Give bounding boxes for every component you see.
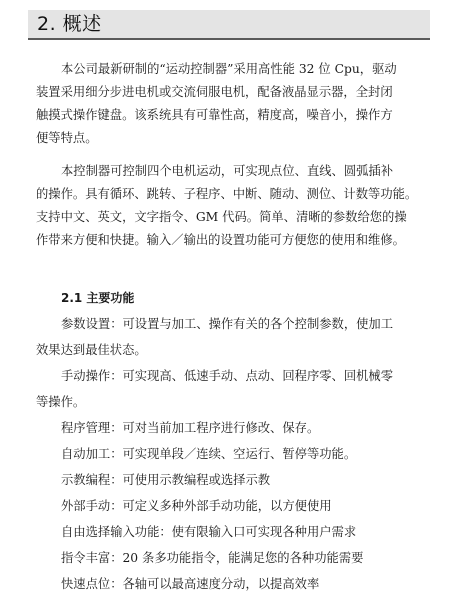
paragraph-line: 便等特点。: [36, 131, 98, 145]
feature-item: 外部手动：可定义多种外部手动功能，以方便使用: [61, 499, 332, 513]
feature-item: 等操作。: [36, 395, 86, 409]
intro-paragraph-1: [0, 58, 461, 150]
paragraph-line: 作带来方便和快捷。输入／输出的设置功能可方便您的使用和维修。: [36, 233, 405, 247]
feature-item: 手动操作：可实现高、低速手动、点动、回程序零、回机械零: [61, 369, 394, 383]
feature-item: 快速点位：各轴可以最高速度分动，以提高效率: [61, 577, 320, 591]
feature-item: 自由选择输入功能：使有限输入口可实现各种用户需求: [61, 525, 357, 539]
paragraph-line: 装置采用细分步进电机或交流伺服电机，配备液晶显示器，全封闭: [36, 85, 393, 99]
feature-list: [0, 311, 461, 597]
feature-item: 指令丰富：20 条多功能指令，能满足您的各种功能需要: [61, 551, 364, 565]
paragraph-line: 本公司最新研制的“运动控制器”采用高性能 32 位 Cpu，驱动: [61, 62, 397, 76]
paragraph-line: 本控制器可控制四个电机运动，可实现点位、直线、圆弧插补: [61, 164, 394, 178]
section-title: 2. 概述: [37, 12, 102, 35]
intro-paragraph-2: [0, 160, 461, 252]
subsection-title: 2.1 主要功能: [61, 291, 135, 305]
feature-item: 程序管理：可对当前加工程序进行修改、保存。: [61, 421, 320, 435]
paragraph-line: 的操作。具有循环、跳转、子程序、中断、随动、测位、计数等功能。: [36, 187, 418, 201]
feature-item: 效果达到最佳状态。: [36, 343, 147, 357]
paragraph-line: 支持中文、英文，文字指令、GM 代码。简单、清晰的参数给您的操: [36, 210, 407, 224]
section-heading-bar: [28, 10, 430, 40]
feature-item: 示教编程：可使用示教编程或选择示教: [61, 473, 271, 487]
feature-item: 自动加工：可实现单段／连续、空运行、暂停等功能。: [61, 447, 357, 461]
paragraph-line: 触摸式操作键盘。该系统具有可靠性高，精度高，噪音小，操作方: [36, 108, 393, 122]
feature-item: 参数设置：可设置与加工、操作有关的各个控制参数，使加工: [61, 317, 394, 331]
